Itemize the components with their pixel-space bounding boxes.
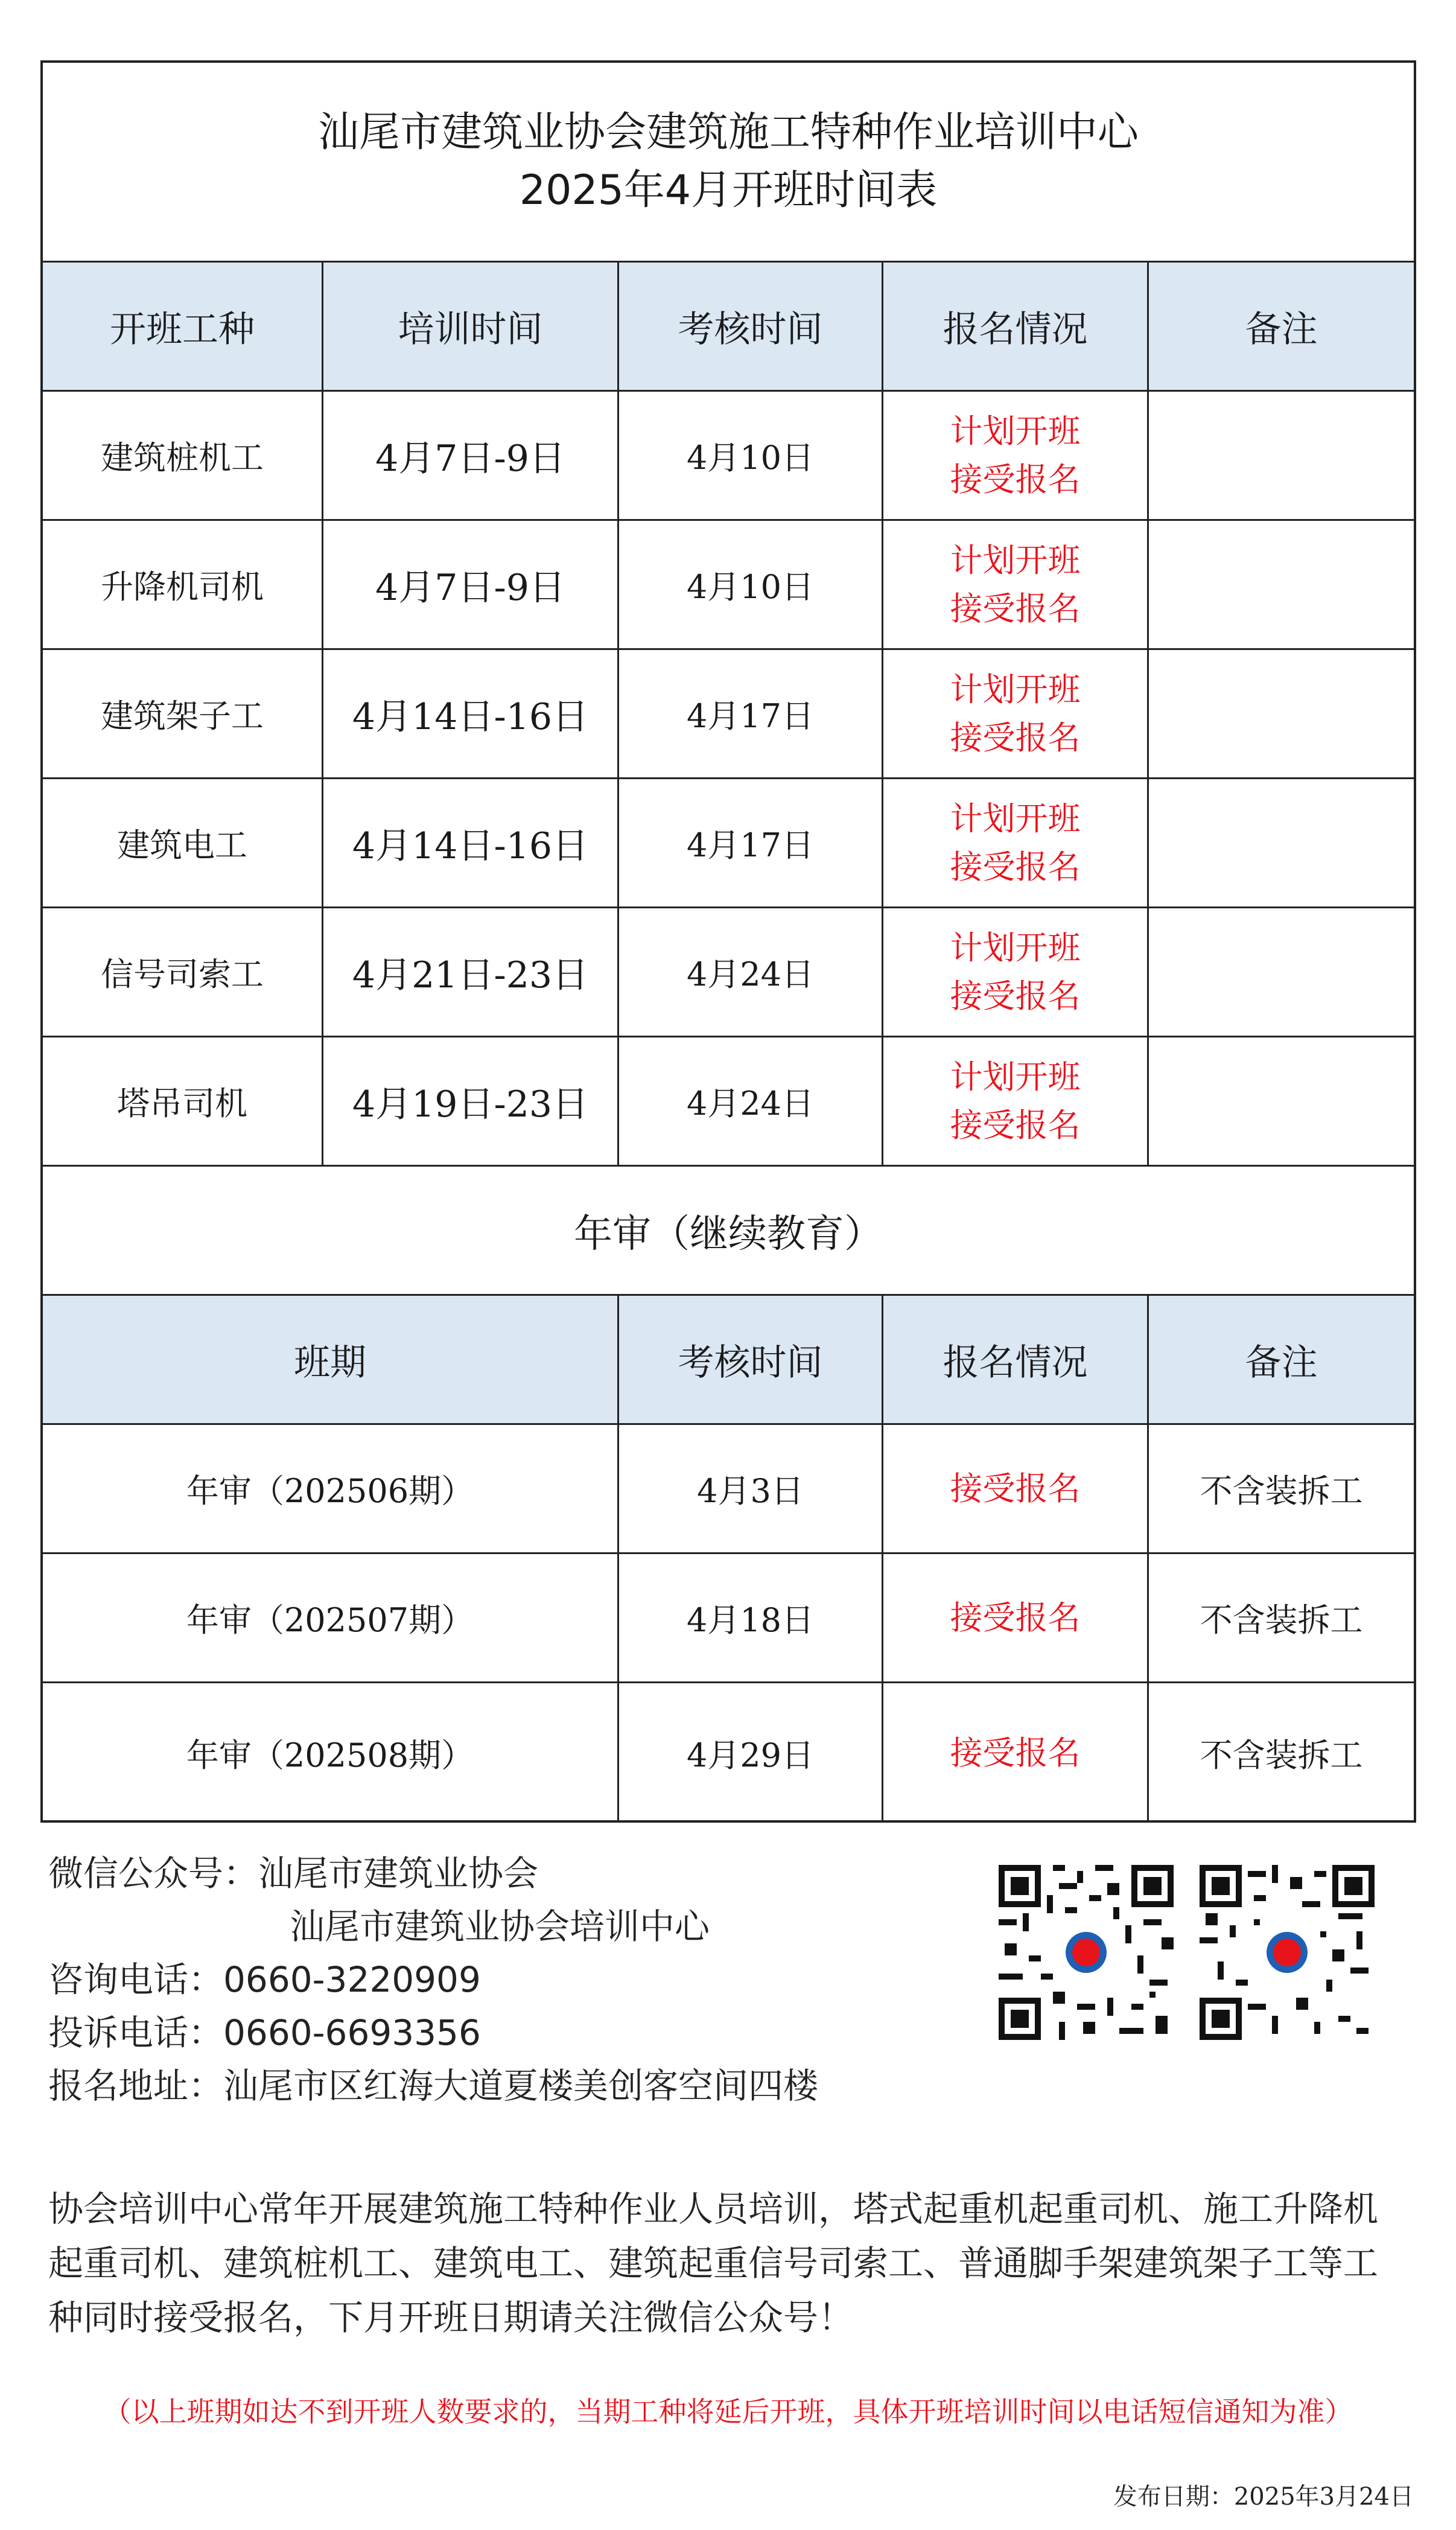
wechat-account-1: 汕尾市建筑业协会 (258, 1853, 539, 1894)
status-line-1: 计划开班 (950, 928, 1081, 967)
cell-trade: 塔吊司机 (43, 1037, 323, 1165)
cell-period: 年审（202508期） (43, 1683, 619, 1823)
cell-note: 不含装拆工 (1200, 1736, 1363, 1774)
header-note: 备注 (1245, 308, 1318, 351)
cell-period: 年审（202506期） (43, 1425, 619, 1552)
header-exam-time: 考核时间 (619, 263, 883, 390)
header-note: 备注 (1245, 1341, 1318, 1384)
cell-training: 4月19日-23日 (323, 1037, 619, 1165)
footnote: （以上班期如达不到开班人数要求的，当期工种将延后开班，具体开班培训时间以电话短信通知为准） (103, 2395, 1353, 2428)
cell-status (883, 650, 1149, 777)
cell-note (1149, 779, 1414, 907)
qr-code-icon (1200, 1865, 1375, 2040)
cell-exam: 4月29日 (619, 1683, 883, 1823)
cell-status (883, 1037, 1149, 1165)
page-title (43, 63, 1414, 261)
cell-exam: 4月24日 (619, 1037, 883, 1165)
main-table-header (43, 261, 1414, 390)
table-row (43, 777, 1414, 907)
cell-exam: 4月10日 (619, 392, 883, 519)
address-value: 汕尾市区红海大道夏楼美创客空间四楼 (223, 2065, 819, 2106)
annual-section-title: 年审（继续教育） (574, 1211, 883, 1257)
cell-trade: 建筑电工 (43, 779, 323, 907)
consult-label: 咨询电话： (48, 1959, 224, 2000)
address-label: 报名地址： (48, 2065, 224, 2106)
cell-trade: 建筑桩机工 (43, 392, 323, 519)
cell-exam: 4月24日 (619, 908, 883, 1036)
schedule-table (40, 60, 1416, 1823)
status-line-1: 计划开班 (950, 799, 1081, 838)
publish-date: 发布日期：2025年3月24日 (1113, 2483, 1414, 2511)
cell-training: 4月7日-9日 (323, 392, 619, 519)
annual-table-header (43, 1294, 1414, 1423)
header-status: 报名情况 (883, 1296, 1149, 1423)
contact-info (48, 1847, 818, 2112)
cell-note (1149, 392, 1414, 519)
complaint-label: 投诉电话： (48, 2012, 224, 2053)
header-status: 报名情况 (883, 263, 1149, 390)
header-exam-time: 考核时间 (619, 1296, 883, 1423)
cell-status: 接受报名 (883, 1425, 1149, 1552)
header-training-time: 培训时间 (323, 263, 619, 390)
status-line-2: 接受报名 (950, 847, 1081, 886)
cell-training: 4月14日-16日 (323, 779, 619, 907)
cell-note (1149, 1037, 1414, 1165)
cell-note (1149, 521, 1414, 648)
wechat-label: 微信公众号： (48, 1853, 259, 1894)
cell-status (883, 521, 1149, 648)
cell-note (1149, 650, 1414, 777)
cell-trade: 建筑架子工 (43, 650, 323, 777)
cell-period: 年审（202507期） (43, 1554, 619, 1681)
cell-status (883, 908, 1149, 1036)
status-line-2: 接受报名 (950, 1106, 1081, 1144)
qr-code-icon (999, 1865, 1174, 2040)
table-row (43, 907, 1414, 1036)
table-row (43, 1552, 1414, 1681)
header-period: 班期 (43, 1296, 619, 1423)
table-row (43, 1423, 1414, 1552)
address-line (48, 2059, 818, 2112)
consult-phone: 0660-3220909 (223, 1959, 481, 2000)
cell-note: 不含装拆工 (1200, 1472, 1363, 1510)
status-line-2: 接受报名 (950, 589, 1081, 628)
cell-exam: 4月3日 (619, 1425, 883, 1552)
cell-training: 4月7日-9日 (323, 521, 619, 648)
cell-note: 不含装拆工 (1200, 1601, 1363, 1639)
cell-exam: 4月18日 (619, 1554, 883, 1681)
description-paragraph: 协会培训中心常年开展建筑施工特种作业人员培训，塔式起重机起重司机、施工升降机起重司机、建筑桩机工、建筑电工、建筑起重信号司索工、普通脚手架建筑架子工等工种同时接受报名，下月开班日期请关注微信公众号！ (48, 2188, 1379, 2338)
cell-trade: 信号司索工 (43, 908, 323, 1036)
status-line-1: 计划开班 (950, 1057, 1081, 1096)
cell-training: 4月21日-23日 (323, 908, 619, 1036)
title-line-2: 2025年4月开班时间表 (519, 167, 938, 214)
cell-trade: 升降机司机 (43, 521, 323, 648)
cell-status (883, 392, 1149, 519)
cell-training: 4月14日-16日 (323, 650, 619, 777)
cell-note (1149, 908, 1414, 1036)
title-line-1: 汕尾市建筑业协会建筑施工特种作业培训中心 (317, 109, 1139, 156)
status-line-1: 计划开班 (950, 670, 1081, 709)
table-row (43, 648, 1414, 777)
cell-status: 接受报名 (883, 1683, 1149, 1823)
status-line-1: 计划开班 (950, 541, 1081, 579)
status-line-2: 接受报名 (950, 718, 1081, 757)
wechat-line-1 (48, 1847, 818, 1900)
status-line-2: 接受报名 (950, 460, 1081, 499)
complaint-phone: 0660-6693356 (223, 2012, 481, 2053)
table-title-row (43, 63, 1414, 261)
table-row (43, 519, 1414, 648)
cell-exam: 4月17日 (619, 650, 883, 777)
header-trade: 开班工种 (43, 263, 323, 390)
wechat-account-2: 汕尾市建筑业协会培训中心 (290, 1906, 710, 1947)
cell-exam: 4月17日 (619, 779, 883, 907)
table-row (43, 390, 1414, 519)
table-row (43, 1036, 1414, 1165)
table-row (43, 1681, 1414, 1823)
status-line-1: 计划开班 (950, 412, 1081, 450)
cell-status: 接受报名 (883, 1554, 1149, 1681)
complaint-line (48, 2006, 818, 2059)
annual-section-row (43, 1165, 1414, 1294)
consult-line (48, 1953, 818, 2006)
status-line-2: 接受报名 (950, 977, 1081, 1015)
cell-exam: 4月10日 (619, 521, 883, 648)
cell-status (883, 779, 1149, 907)
